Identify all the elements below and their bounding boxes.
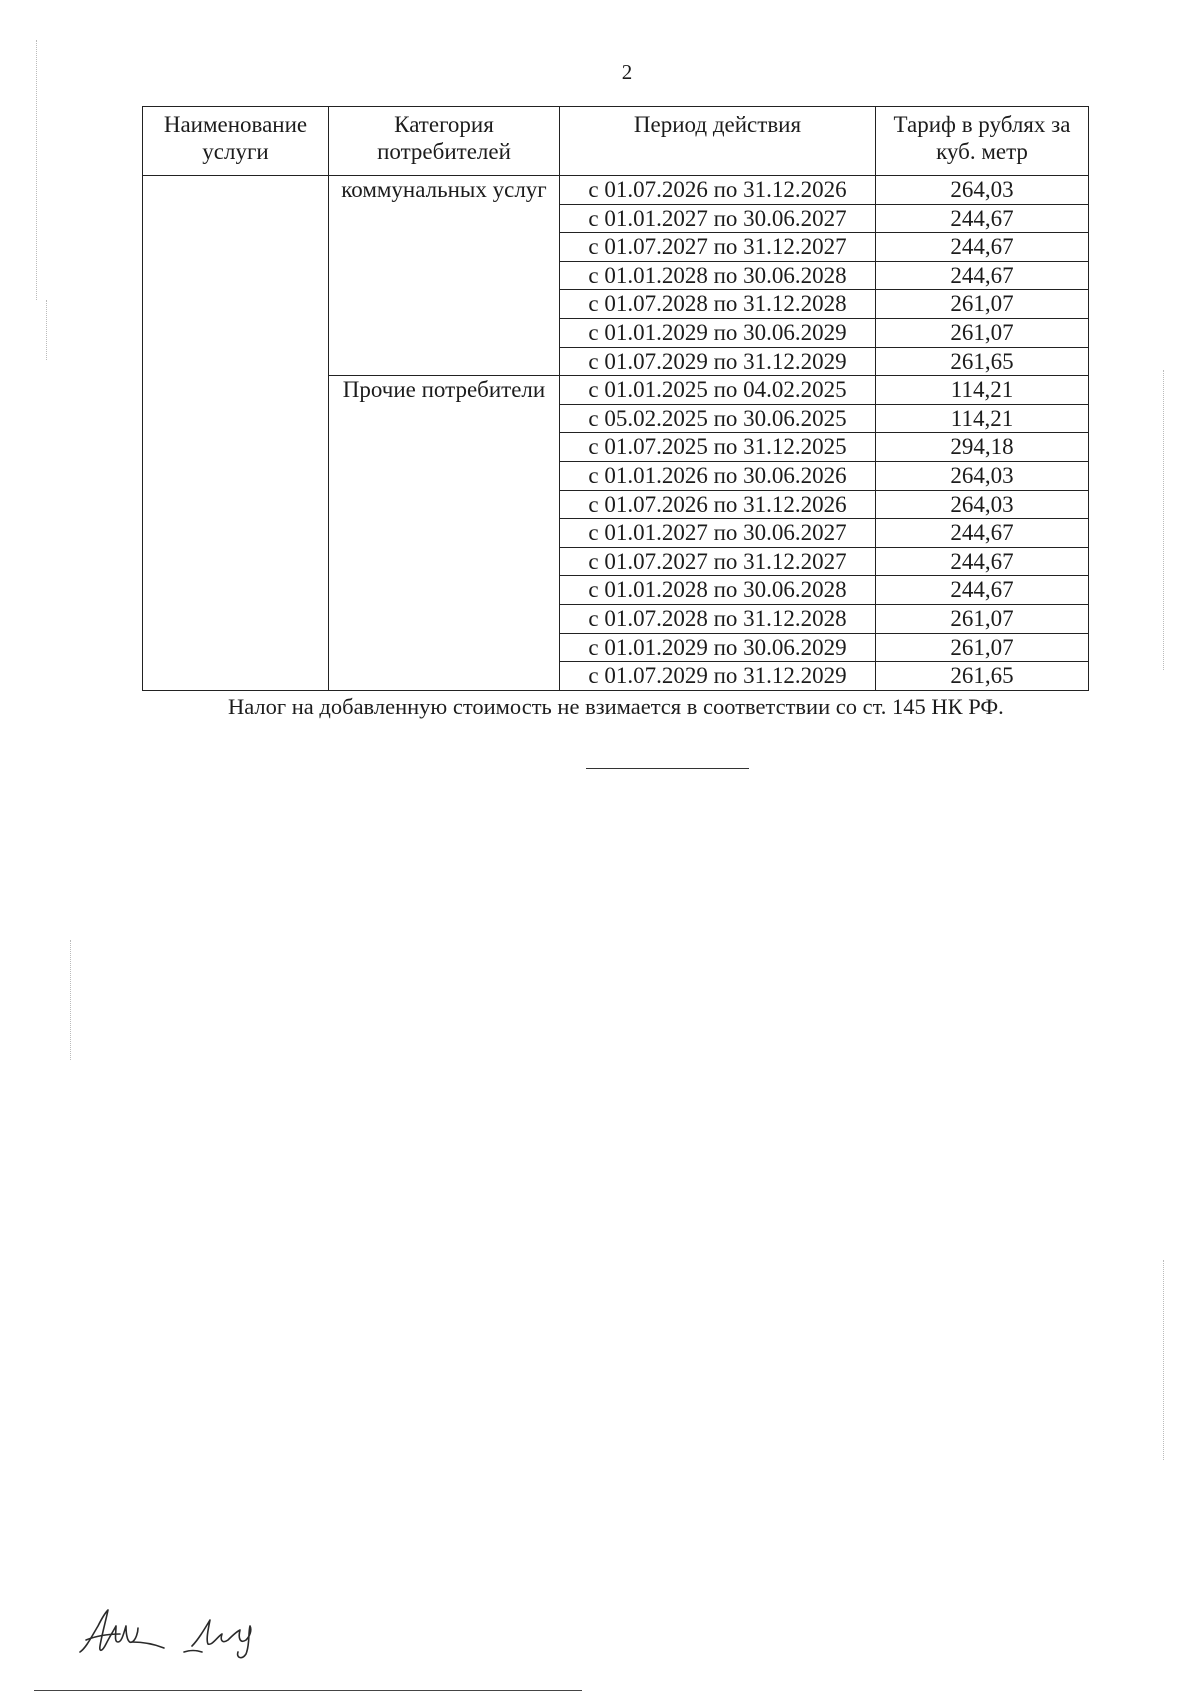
- tariff-cell: 244,67: [876, 547, 1089, 576]
- tariff-cell: 261,07: [876, 318, 1089, 347]
- period-cell: с 01.01.2026 по 30.06.2026: [560, 461, 876, 490]
- period-cell: с 01.07.2027 по 31.12.2027: [560, 547, 876, 576]
- bottom-edge-line: [34, 1690, 582, 1691]
- table-header-row: [143, 107, 1089, 176]
- period-cell: с 01.01.2028 по 30.06.2028: [560, 261, 876, 290]
- tariff-cell: 244,67: [876, 519, 1089, 548]
- scan-artifact: [36, 40, 37, 300]
- end-divider: [586, 768, 749, 769]
- tariff-cell: 294,18: [876, 433, 1089, 462]
- header-service: Наименование услуги: [143, 107, 329, 176]
- period-cell: с 01.07.2029 по 31.12.2029: [560, 662, 876, 691]
- period-cell: с 01.07.2025 по 31.12.2025: [560, 433, 876, 462]
- period-cell: с 01.01.2029 по 30.06.2029: [560, 633, 876, 662]
- table-row: [143, 176, 1089, 205]
- tariff-cell: 264,03: [876, 176, 1089, 205]
- tariff-cell: 261,07: [876, 604, 1089, 633]
- tariff-cell: 114,21: [876, 376, 1089, 405]
- vat-note: Налог на добавленную стоимость не взимается в соответствии со ст. 145 НК РФ.: [228, 694, 1004, 719]
- tariff-cell: 261,07: [876, 633, 1089, 662]
- tariff-cell: 264,03: [876, 490, 1089, 519]
- tariff-table: [142, 106, 1089, 691]
- header-category: Категория потребителей: [329, 107, 560, 176]
- tariff-cell: 244,67: [876, 204, 1089, 233]
- service-name-cell: [143, 176, 329, 691]
- tariff-cell: 261,65: [876, 347, 1089, 376]
- period-cell: с 05.02.2025 по 30.06.2025: [560, 404, 876, 433]
- header-tariff: Тариф в рублях за куб. метр: [876, 107, 1089, 176]
- category-cell-other: Прочие потребители: [329, 376, 560, 691]
- period-cell: с 01.01.2025 по 04.02.2025: [560, 376, 876, 405]
- scan-artifact: [1163, 370, 1164, 670]
- period-cell: с 01.01.2029 по 30.06.2029: [560, 318, 876, 347]
- tariff-cell: 244,67: [876, 261, 1089, 290]
- scan-artifact: [70, 940, 71, 1060]
- period-cell: с 01.01.2027 по 30.06.2027: [560, 519, 876, 548]
- tariff-cell: 244,67: [876, 576, 1089, 605]
- period-cell: с 01.07.2029 по 31.12.2029: [560, 347, 876, 376]
- tariff-cell: 114,21: [876, 404, 1089, 433]
- period-cell: с 01.07.2026 по 31.12.2026: [560, 176, 876, 205]
- page-number: 2: [621, 60, 633, 84]
- category-cell-communal: коммунальных услуг: [329, 176, 560, 376]
- period-cell: с 01.07.2026 по 31.12.2026: [560, 490, 876, 519]
- handwritten-signature: [72, 1596, 302, 1666]
- period-cell: с 01.07.2027 по 31.12.2027: [560, 233, 876, 262]
- header-period: Период действия: [560, 107, 876, 176]
- period-cell: с 01.01.2028 по 30.06.2028: [560, 576, 876, 605]
- scan-artifact: [1163, 1260, 1164, 1460]
- period-cell: с 01.01.2027 по 30.06.2027: [560, 204, 876, 233]
- tariff-cell: 261,65: [876, 662, 1089, 691]
- scan-artifact: [46, 300, 47, 360]
- tariff-cell: 244,67: [876, 233, 1089, 262]
- period-cell: с 01.07.2028 по 31.12.2028: [560, 290, 876, 319]
- tariff-cell: 261,07: [876, 290, 1089, 319]
- tariff-cell: 264,03: [876, 461, 1089, 490]
- period-cell: с 01.07.2028 по 31.12.2028: [560, 604, 876, 633]
